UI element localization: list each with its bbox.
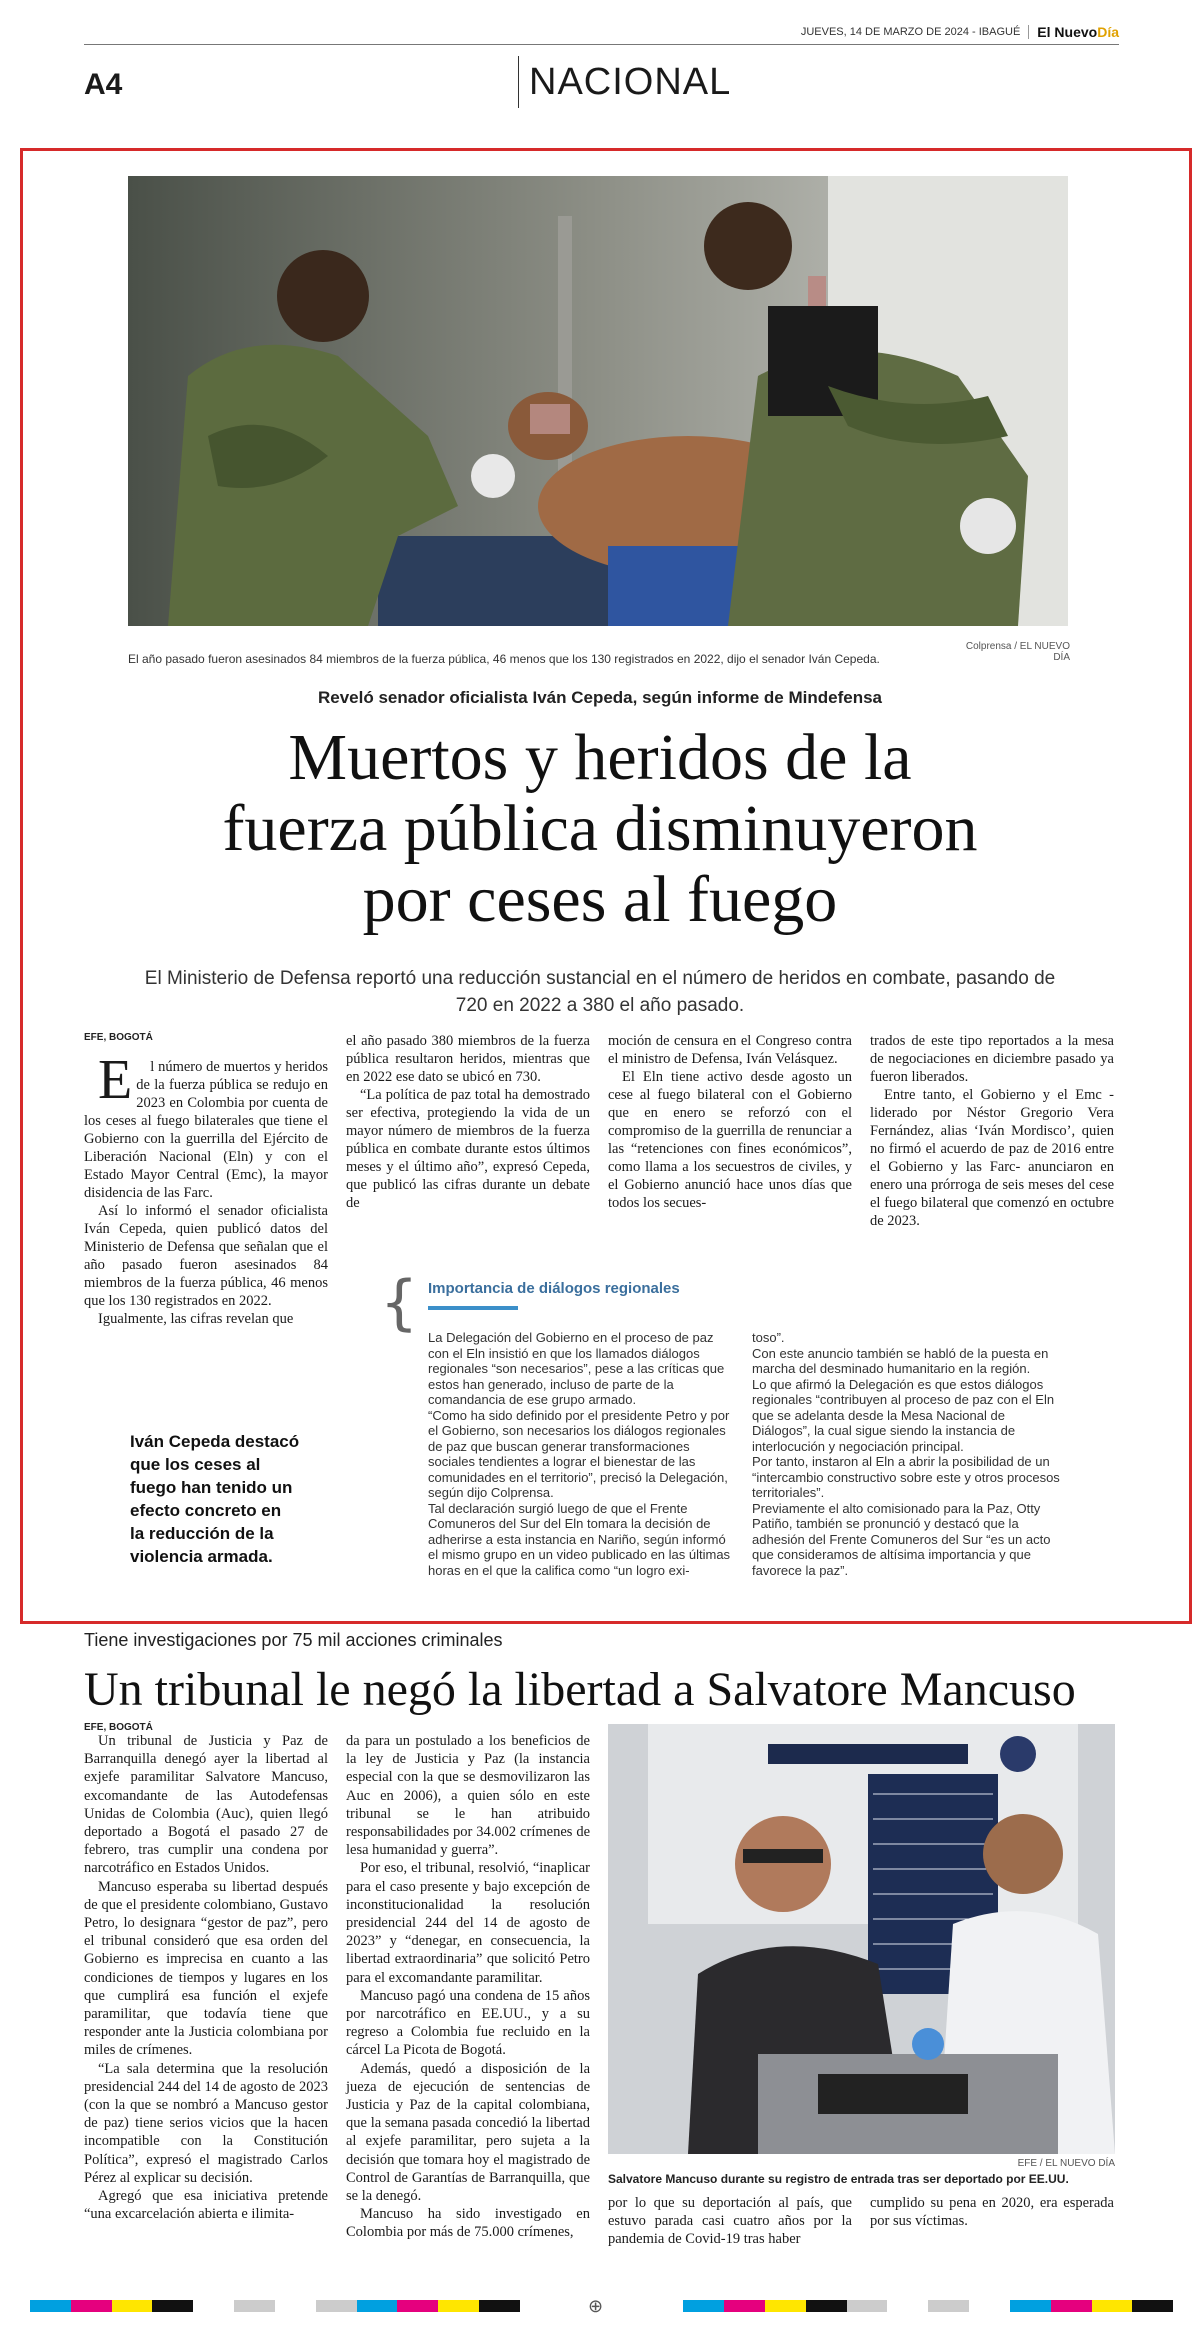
box-title-rule [428,1306,518,1310]
brand-left: El Nuevo [1037,24,1098,40]
paragraph: moción de censura en el Congreso contra el ministro de Defensa, Iván Velásquez. [608,1033,852,1067]
story1-headline [60,722,1140,935]
brace-icon: { [380,1268,419,1338]
story2-col2 [346,1732,590,2242]
story1-kicker: Reveló senador oficialista Iván Cepeda, según informe de Mindefensa [318,688,882,707]
paragraph: Mancuso ha sido investigado en Colombia por más de 75.000 crímenes, [346,2206,590,2241]
headline-line-2: fuerza pública disminuyeron [222,792,978,865]
paragraph: Igualmente, las cifras revelan que [98,1311,294,1327]
story1-photo-caption: El año pasado fueron asesinados 84 miembros de la fuerza pública, 46 menos que los 130 registrados en 2022, dijo el senador Iván Cepeda. [128,652,880,666]
brand-right: Día [1097,24,1119,40]
story1-col1 [84,1049,328,1328]
story1-photo-credit: Colprensa / EL NUEVO DÍA [965,641,1070,663]
story2-col1 [84,1732,328,2223]
story2-byline: EFE, BOGOTÁ [84,1722,153,1733]
paragraph: trados de este tipo reportados a la mesa de negociaciones en diciembre pasado ya fueron liberados. [870,1033,1114,1085]
story1-col2 [346,1032,590,1212]
paragraph: Agregó que esa iniciativa pretende “una excarcelación abierta e ilimita- [84,2188,328,2223]
paragraph: Así lo informó el senador oficialista Iván Cepeda, quien publicó datos del Ministerio de Defensa que señalan que el año pasado fueron asesinados 84 miembros de la fuerza pública, 46 menos que los 130 registrados en 2022. [84,1203,328,1309]
paragraph: Entre tanto, el Gobierno y el Emc - liderado por Néstor Gregorio Vera Fernández, alias ‘Iván Mordisco’, quien no firmó el acuerdo de paz de 2016 entre el Gobierno y las Farc- anunciaron en enero una prórroga de seis meses del cese el fuego bilateral que comenzó en octubre de 2023. [870,1087,1114,1229]
mancuso-photo-illustration [608,1724,1115,2154]
headline-line-1: Muertos y heridos de la [288,721,912,794]
story1-col4 [870,1032,1114,1230]
story1-deck: El Ministerio de Defensa reportó una reducción sustancial en el número de heridos en combate, pasando de 720 en 2022 a 380 el año pasado. [144,968,1056,1016]
divider [1028,25,1029,39]
registration-mark-icon: ⊕ [588,2296,604,2317]
paragraph: cumplido su pena en 2020, era esperada por sus víctimas. [870,2195,1114,2230]
story2-headline: Un tribunal le negó la libertad a Salvatore Mancuso [84,1663,1076,1716]
paragraph: El Eln tiene activo desde agosto un cese al fuego bilateral con el Gobierno que en enero se reforzó con el compromiso de la guerrilla de renunciar a las “retenciones con fines económicos”, como llama a los secuestros de civiles, y el Gobierno anunció hace unos días que todos los secues- [608,1069,852,1211]
story2-photo-caption: Salvatore Mancuso durante su registro de entrada tras ser deportado por EE.UU. [608,2172,1069,2186]
paragraph: da para un postulado a los beneficios de la ley de Justicia y Paz (la instancia especial con la que se desmovilizaron las Auc en 2006), a quien sólo en este tribunal se le han atribuido responsabilidades por 34.002 crímenes de lesa humanidad y guerra”. [346,1733,590,1859]
section-name: NACIONAL [518,56,731,108]
story2-photo [608,1724,1115,2154]
brand-logo [1037,24,1119,40]
pull-quote: Iván Cepeda destacó que los ceses al fuego han tenido un efecto concreto en la reducción de la violencia armada. [130,1432,300,1566]
top-rule [84,44,1119,45]
story2-col4 [870,2194,1114,2230]
date-text: JUEVES, 14 DE MARZO DE 2024 - IBAGUÉ [800,26,1021,38]
story2-photo-credit: EFE / EL NUEVO DÍA [1017,2158,1115,2169]
paragraph: Un tribunal de Justicia y Paz de Barranquilla denegó ayer la libertad al exjefe paramilitar Salvatore Mancuso, excomandante de las Autodefensas Unidas de Colombia (Auc), quien llegó deportado a Bogotá el pasado 27 de febrero, tras cumplir una condena por narcotráfico en Estados Unidos. [84,1733,328,1877]
box-col1: La Delegación del Gobierno en el proceso de paz con el Eln insistió en que los llamados diálogos regionales “son necesarios”, pese a las críticas que estos han generado, incluso de parte de la comandancia de ese grupo armado. “Como ha sido definido por el presidente Petro y por el Gobierno, son necesarios los diálogos regionales de paz que buscan generar transformaciones sociales tendientes a lograr el bienestar de las comunidades en el territorio”, precisó la Delegación, según dijo Colprensa. Tal declaración surgió luego de que el Frente Comuneros del Sur del Eln tomara la decisión de adherirse a esta instancia en Nariño, según informó el mismo grupo en un video publicado en las últimas horas en el que la califica como “un logro exi- [428,1330,731,1578]
paragraph: por lo que su deportación al país, que estuvo parada casi cuatro años por la pandemia de Covid-19 tras haber [608,2195,852,2248]
story1-photo [128,176,1068,626]
story1-byline: EFE, BOGOTÁ [84,1032,153,1043]
story2-kicker: Tiene investigaciones por 75 mil acciones criminales [84,1630,503,1650]
paragraph: Por eso, el tribunal, resolvió, “inaplicar para el caso presente y bajo excepción de inconstitucionalidad la resolución presidencial 244 del 14 de agosto de 2023” y “denegar, en consecuencia, la libertad extraordinaria” que solicitó Petro para el excomandante paramilitar. [346,1860,590,1986]
story2-col3 [608,2194,852,2249]
headline-line-3: por ceses al fuego [362,863,838,936]
paragraph: Además, quedó a disposición de la jueza de ejecución de sentencias de Justicia y Paz de la capital colombiana, que la semana pasada concedió la libertad al exjefe paramilitar, pero sujeta a la decisión que tomara hoy el magistrado de Control de Garantías de Barranquilla, que se la denegó. [346,2060,590,2205]
paragraph: Mancuso pagó una condena de 15 años por narcotráfico en EE.UU., y a su regreso a Colombia fue recluido en la cárcel La Picota de Bogotá. [346,1987,590,2059]
box-col2: toso”. Con este anuncio también se habló de la puesta en marcha del desminado humanitario en la región. Lo que afirmó la Delegación es que estos diálogos regionales “contribuyen al proceso de paz con el Eln que se adelanta desde la Mesa Nacional de Diálogos”, la cual sigue siendo la instancia de interlocución y negociación principal. Por tanto, instaron al Eln a abrir la posibilidad de un “intercambio constructivo sobre este y otros procesos territoriales”. Previamente el alto comisionado para la Paz, Otty Patiño, también se pronunció y destacó que la adhesión del Frente Comuneros del Sur “es un acto que consideramos de altísima importancia y que favorece la paz”. [752,1330,1060,1578]
story1-col3 [608,1032,852,1212]
paragraph: “La política de paz total ha demostrado ser efectiva, protegiendo la vida de un mayor número de miembros de la fuerza pública en combate durante estos últimos meses y el último año”, expresó Cepeda, que publicó las cifras durante un debate de [346,1087,590,1211]
box-title: Importancia de diálogos regionales [428,1280,680,1297]
paragraph: el año pasado 380 miembros de la fuerza pública resultaron heridos, mientras que en 2022 ese dato se ubicó en 730. [346,1033,590,1085]
dateline [801,24,1119,40]
paragraph: Mancuso esperaba su libertad después de que el presidente colombiano, Gustavo Petro, lo designara “gestor de paz”, pero el tribunal consideró que esa orden del Gobierno es imprecisa en cuanto a las condiciones de tiempos y lugares en los que cumplirá esa función el exjefe paramilitar, que todavía tiene que responder ante la Justicia colombiana por miles de crímenes. [84,1878,328,2059]
paragraph: “La sala determina que la resolución presidencial 244 del 14 de agosto de 2023 (con la que se nombró a Mancuso gestor de paz) tiene serios vicios que la hacen incompatible con la Constitución Política”, expresó el magistrado Carlos Pérez al explicar su decisión. [84,2060,328,2186]
soldiers-photo-illustration [128,176,1068,626]
paragraph: El número de muertos y heridos de la fuerza pública se redujo en 2023 en Colombia por cuenta de los ceses al fuego bilaterales que tiene el Gobierno con la guerrilla del Ejército de Liberación Nacional (Eln) y con el Estado Mayor Central (Emc), la mayor disidencia de las Farc. [84,1049,328,1201]
page-number: A4 [84,68,123,101]
